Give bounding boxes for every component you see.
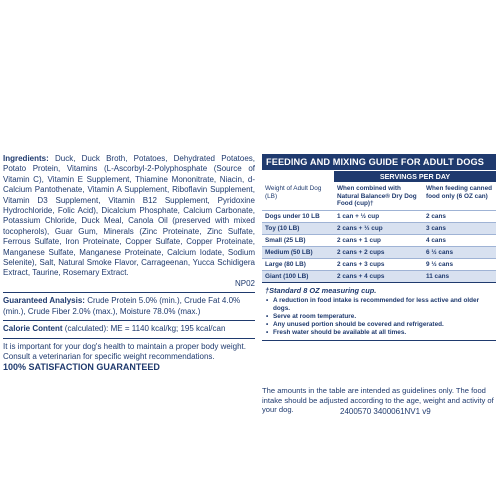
calorie-content bbox=[3, 324, 255, 334]
row-combined: 2 cans + 3 cups bbox=[334, 258, 423, 270]
list-item: • A reduction in food intake is recommended for less active and older dogs. bbox=[273, 297, 496, 313]
row-combined: 2 cans + ⅓ cup bbox=[334, 222, 423, 234]
calorie-text: (calculated): ME = 1140 kcal/kg; 195 kcal/can bbox=[64, 324, 226, 334]
row-combined: 1 can + ½ cup bbox=[334, 210, 423, 222]
row-weight: Large (80 LB) bbox=[262, 258, 334, 270]
table-row bbox=[262, 258, 496, 270]
row-canned: 3 cans bbox=[423, 222, 496, 234]
row-canned: 11 cans bbox=[423, 270, 496, 282]
col-canned-header: When feeding canned food only (6 OZ can) bbox=[426, 185, 493, 200]
servings-spacer bbox=[262, 170, 334, 182]
feeding-guide-panel bbox=[262, 154, 496, 341]
row-weight: Medium (50 LB) bbox=[262, 246, 334, 258]
feeding-guide-title: FEEDING AND MIXING GUIDE FOR ADULT DOGS bbox=[262, 154, 496, 170]
row-canned: 9 ½ cans bbox=[423, 258, 496, 270]
panel-bottom-rule bbox=[262, 340, 496, 341]
table-row bbox=[262, 234, 496, 246]
list-item: • Fresh water should be available at all times. bbox=[273, 329, 496, 337]
list-item: • Any unused portion should be covered and refrigerated. bbox=[273, 321, 496, 329]
row-weight: Toy (10 LB) bbox=[262, 222, 334, 234]
standard-cup-note: †Standard 8 OZ measuring cup. bbox=[265, 285, 377, 295]
feeding-bullets bbox=[265, 297, 496, 338]
servings-header bbox=[262, 170, 496, 182]
row-combined: 2 cans + 4 cups bbox=[334, 270, 423, 282]
guaranteed-analysis bbox=[3, 296, 255, 317]
analysis-label: Guaranteed Analysis: bbox=[3, 296, 85, 306]
feeding-notes bbox=[262, 286, 496, 338]
divider bbox=[3, 292, 255, 293]
ingredients-panel bbox=[3, 154, 255, 373]
table-row bbox=[262, 270, 496, 282]
row-combined: 2 cans + 1 cup bbox=[334, 234, 423, 246]
col-combined-header: When combined with Natural Balance® Dry Dog Food (cup)† bbox=[337, 185, 417, 207]
row-canned: 4 cans bbox=[423, 234, 496, 246]
product-code: 2400570 3400061NV1 v9 bbox=[340, 407, 431, 416]
satisfaction-guarantee: 100% SATISFACTION GUARANTEED bbox=[3, 362, 160, 373]
col-weight-header: Weight of Adult Dog (LB) bbox=[265, 185, 322, 200]
row-canned: 2 cans bbox=[423, 210, 496, 222]
list-item: • Serve at room temperature. bbox=[273, 313, 496, 321]
row-combined: 2 cans + 2 cups bbox=[334, 246, 423, 258]
row-weight: Small (25 LB) bbox=[262, 234, 334, 246]
table-row bbox=[262, 246, 496, 258]
guideline-text: The amounts in the table are intended as guidelines only. The food intake should be adjusted according to the age, weight and activity of your dog. bbox=[262, 386, 494, 415]
table-row bbox=[262, 222, 496, 234]
calorie-label: Calorie Content bbox=[3, 324, 63, 334]
table-row bbox=[262, 210, 496, 222]
ingredients-label: Ingredients: bbox=[3, 154, 49, 163]
row-canned: 6 ½ cans bbox=[423, 246, 496, 258]
ingredients-code: NP02 bbox=[234, 278, 255, 288]
health-line-2: Consult a veterinarian for specific weight recommendations. bbox=[3, 351, 215, 361]
analysis-text: Crude Protein 5.0% (min.), Crude Fat 4.0% (min.), Crude Fiber 2.0% (max.), Moisture 78.0% (max.) bbox=[3, 296, 241, 316]
divider bbox=[3, 320, 255, 321]
ingredients-paragraph bbox=[3, 154, 255, 289]
ingredients-text: Duck, Duck Broth, Potatoes, Dehydrated Potatoes, Potato Protein, Vitamins (L-Ascorbyl-2-Polyphosphate (Source of Vitamin C), Vitamin E Supplement, Thiamine Mononitrate, Niacin, d-Calcium Pantothenate, Vitamin A Supplement, Riboflavin Supplement, Vitamin D3 Supplement, Vitamin B12 Supplement, Pyridoxine Hydrochloride, Folic Acid), Dicalcium Phosphate, Calcium Carbonate, Potassium Chloride, Duck Meal, Canola Oil (preserved with mixed tocopherols), Guar Gum, Minerals (Zinc Proteinate, Zinc Sulfate, Ferrous Sulfate, Iron Proteinate, Copper Sulfate, Copper Proteinate, Manganese Sulfate, Manganese Proteinate, Calcium Iodate, Sodium Selenite), Salt, Natural Smoke Flavor, Carrageenan, Yucca Schidigera Extract, Taurine, Rosemary Extract. bbox=[3, 154, 256, 278]
table-header-row bbox=[262, 182, 496, 210]
row-weight: Giant (100 LB) bbox=[262, 270, 334, 282]
row-weight: Dogs under 10 LB bbox=[262, 210, 334, 222]
divider bbox=[3, 338, 255, 339]
health-line-1: It is important for your dog's health to maintain a proper body weight. bbox=[3, 341, 246, 351]
servings-per-day-label: SERVINGS PER DAY bbox=[334, 170, 496, 182]
feeding-table bbox=[262, 182, 496, 283]
